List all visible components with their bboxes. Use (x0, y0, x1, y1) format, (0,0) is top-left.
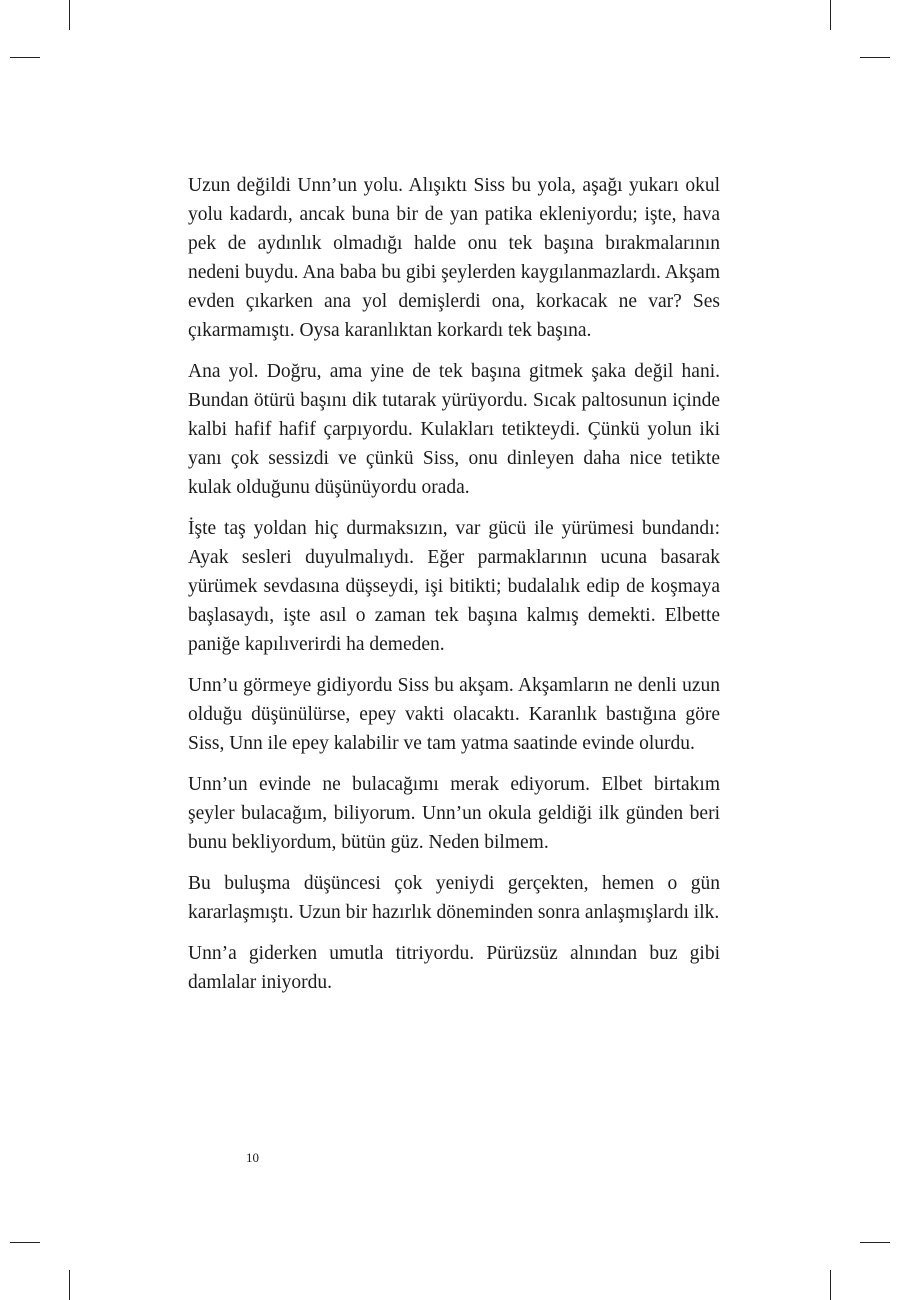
page-number: 10 (246, 1150, 259, 1165)
crop-mark-right-lower (860, 1242, 890, 1243)
crop-mark-left-upper (10, 57, 40, 58)
crop-mark-top-right (830, 0, 831, 30)
crop-mark-left-lower (10, 1242, 40, 1243)
paragraph-6: Bu buluşma düşüncesi çok yeniydi gerçekten, hemen o gün kararlaşmıştı. Uzun bir hazırlık döneminden sonra anlaşmışlardı ilk. (188, 873, 720, 923)
paragraph-4: Unn’u görmeye gidiyordu Siss bu akşam. Akşamların ne denli uzun olduğu düşünülürse, epey vakti olacaktı. Karanlık bastığına göre Siss, Unn ile epey kalabilir ve tam yatma saatinde evinde olurdu. (188, 675, 720, 754)
crop-mark-bottom-right (830, 1270, 831, 1300)
paragraph-3: İşte taş yoldan hiç durmaksızın, var gücü ile yürümesi bundandı: Ayak sesleri duyulmalıydı. Eğer parmaklarının ucuna basarak yürümek sevdasına düşseydi, işi bitikti; budalalık edip de koşmaya başlasaydı, işte asıl o zaman tek başına kalmış demekti. Elbette paniğe kapılıverirdi ha demeden. (188, 518, 720, 655)
paragraph-2: Ana yol. Doğru, ama yine de tek başına gitmek şaka değil hani. Bundan ötürü başını dik tutarak yürüyordu. Sıcak paltosunun içinde kalbi hafif hafif çarpıyordu. Kulakları tetikteydi. Çünkü yolun iki yanı çok sessizdi ve çünkü Siss, onu dinleyen daha nice tetikte kulak olduğunu düşünüyordu orada. (188, 361, 720, 498)
paragraph-5: Unn’un evinde ne bulacağımı merak ediyorum. Elbet birtakım şeyler bulacağım, biliyorum. Unn’un okula geldiği ilk günden beri bunu bekliyordum, bütün güz. Neden bilmem. (188, 774, 720, 853)
paragraph-7: Unn’a giderken umutla titriyordu. Pürüzsüz alnından buz gibi damlalar iniyordu. (188, 943, 720, 993)
body-text (188, 171, 720, 1009)
crop-mark-right-upper (860, 57, 890, 58)
crop-mark-top-left (69, 0, 70, 30)
paragraph-1: Uzun değildi Unn’un yolu. Alışıktı Siss bu yola, aşağı yukarı okul yolu kadardı, ancak buna bir de yan patika ekleniyordu; işte, hava pek de aydınlık olmadığı halde onu tek başına bırakmalarının nedeni buydu. Ana baba bu gibi şeylerden kaygılanmazlardı. Akşam evden çıkarken ana yol demişlerdi ona, korkacak ne var? Ses çıkarmamıştı. Oysa karanlıktan korkardı tek başına. (188, 175, 720, 341)
crop-mark-bottom-left (69, 1270, 70, 1300)
